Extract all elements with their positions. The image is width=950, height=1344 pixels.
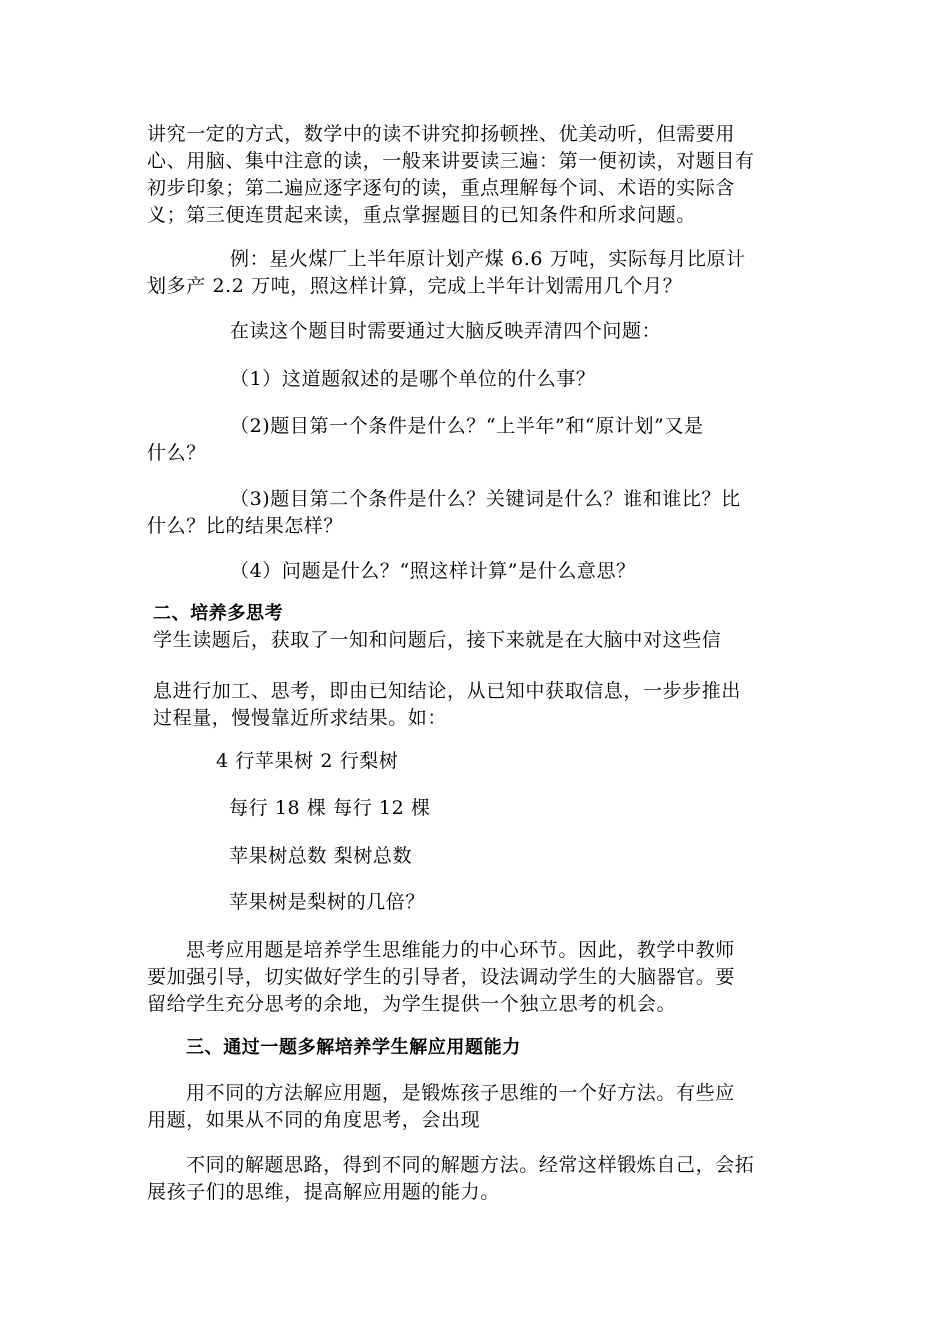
question-item: （4）问题是什么？“照这样计算”是什么意思？ (230, 560, 636, 582)
section-heading: 二、培养多思考 (153, 603, 284, 624)
body-text-line: 讲究一定的方式，数学中的读不讲究抑扬顿挫、优美动听，但需要用 (147, 123, 736, 145)
body-text-line: 要加强引导，切实做好学生的引导者，设法调动学生的大脑器官。要 (147, 966, 736, 988)
question-item: （3)题目第二个条件是什么？关键词是什么？谁和谁比？比 (230, 488, 741, 510)
question-item: （1）这道题叙述的是哪个单位的什么事？ (230, 368, 596, 390)
example-text-line: 例：星火煤厂上半年原计划产煤 6.6 万吨，实际每月比原计 (230, 248, 746, 270)
body-text-line: 用不同的方法解应用题，是锻炼孩子思维的一个好方法。有些应 (186, 1082, 735, 1104)
body-text-line: 思考应用题是培养学生思维能力的中心环节。因此，教学中教师 (186, 939, 735, 961)
body-text-line: 义；第三便连贯起来读，重点掌握题目的已知条件和所求问题。 (147, 204, 696, 226)
section-heading: 三、通过一题多解培养学生解应用题能力 (186, 1037, 521, 1058)
question-item: 什么？ (147, 442, 206, 464)
question-item: 什么？比的结果怎样？ (147, 515, 344, 537)
body-text-line: 不同的解题思路，得到不同的解题方法。经常这样锻炼自己，会拓 (186, 1154, 755, 1176)
body-text-line: 留给学生充分思考的余地，为学生提供一个独立思考的机会。 (147, 993, 677, 1015)
body-text-line: 心、用脑、集中注意的读，一般来讲要读三遍：第一便初读，对题目有 (147, 150, 755, 172)
example-item: 苹果树总数 梨树总数 (229, 845, 413, 867)
body-text-line: 展孩子们的思维，提高解应用题的能力。 (147, 1181, 500, 1203)
body-text-line: 学生读题后，获取了一知和问题后，接下来就是在大脑中对这些信 (153, 629, 722, 651)
body-text-line: 息进行加工、思考，即由已知结论，从已知中获取信息，一步步推出 (153, 680, 742, 702)
body-text-line: 在读这个题目时需要通过大脑反映弄清四个问题： (230, 320, 662, 342)
example-text-line: 划多产 2.2 万吨，照这样计算，完成上半年计划需用几个月？ (147, 275, 683, 297)
example-item: 每行 18 棵 每行 12 棵 (229, 797, 431, 819)
body-text-line: 用题，如果从不同的角度思考，会出现 (147, 1109, 481, 1131)
body-text-line: 过程量，慢慢靠近所求结果。如： (153, 707, 448, 729)
example-item: 4 行苹果树 2 行梨树 (216, 750, 399, 772)
example-item: 苹果树是梨树的几倍？ (229, 891, 426, 913)
body-text-line: 初步印象；第二遍应逐字逐句的读，重点理解每个词、术语的实际含 (147, 177, 736, 199)
question-item: （2)题目第一个条件是什么？“上半年”和“原计划”又是 (230, 415, 704, 437)
